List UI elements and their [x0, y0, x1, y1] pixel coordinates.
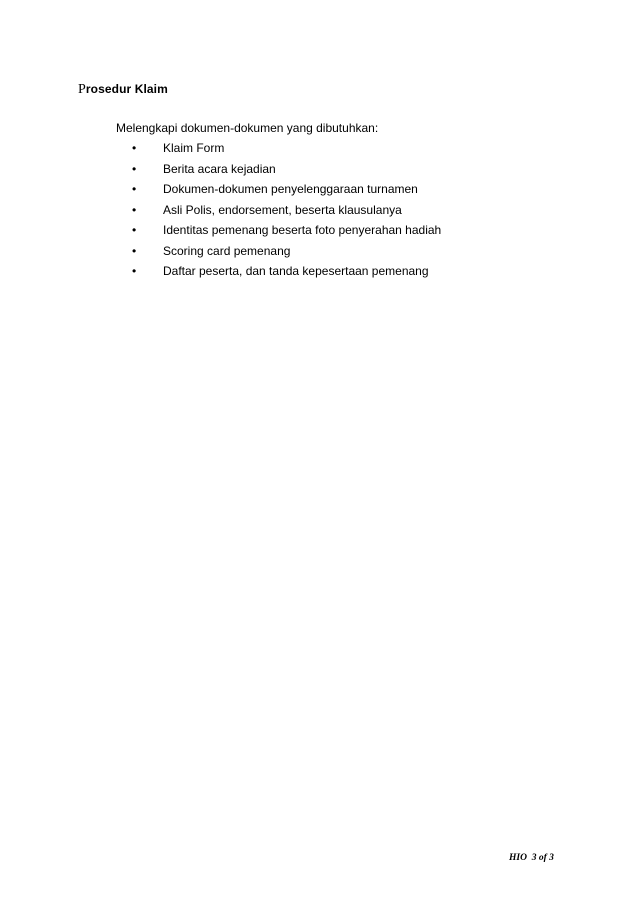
- heading-text: rosedur Klaim: [85, 82, 168, 96]
- list-item-text: Klaim Form: [163, 141, 225, 155]
- intro-text: Melengkapi dokumen-dokumen yang dibutuhkan:: [116, 121, 379, 135]
- heading-initial: P: [78, 82, 86, 97]
- list-item-text: Dokumen-dokumen penyelenggaraan turnamen: [163, 182, 418, 196]
- list-item-text: Scoring card pemenang: [163, 243, 291, 258]
- bullet-icon: •: [132, 243, 137, 258]
- bullet-icon: •: [132, 264, 137, 278]
- section-heading: [78, 82, 168, 98]
- bullet-icon: •: [132, 182, 137, 196]
- page-footer: HIO 3 of 3: [509, 853, 554, 863]
- list-item-text: Asli Polis, endorsement, beserta klausulanya: [163, 202, 402, 217]
- bullet-icon: •: [132, 202, 137, 217]
- bullet-icon: •: [132, 161, 137, 176]
- list-item-text: Daftar peserta, dan tanda kepesertaan pemenang: [163, 264, 429, 278]
- list-item-text: Identitas pemenang beserta foto penyerahan hadiah: [163, 223, 442, 237]
- bullet-icon: •: [132, 223, 137, 237]
- bullet-icon: •: [132, 141, 137, 155]
- list-item-text: Berita acara kejadian: [163, 161, 276, 176]
